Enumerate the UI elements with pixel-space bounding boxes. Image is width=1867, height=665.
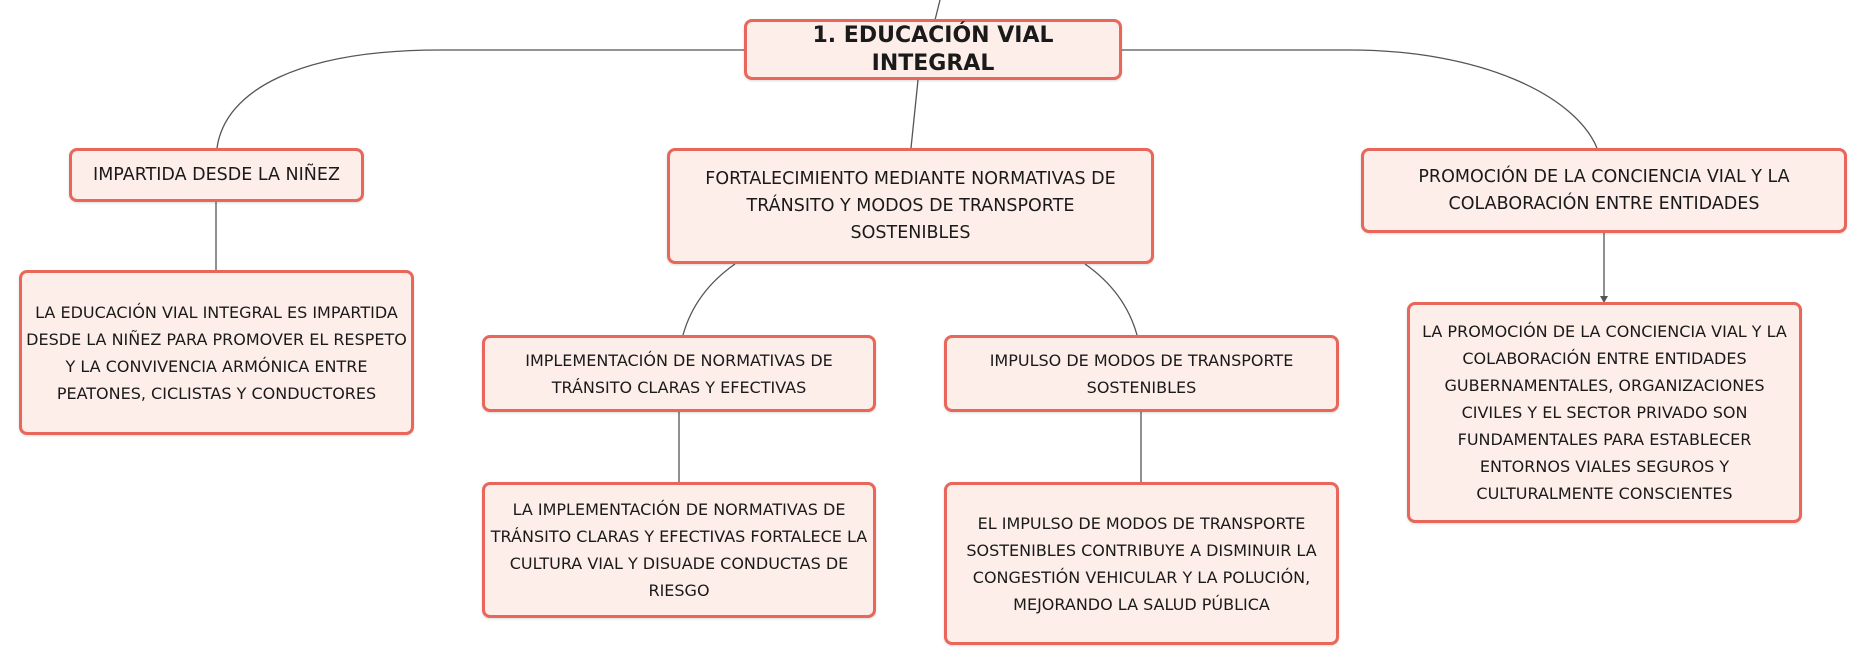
connector-root-to-topic-awareness <box>1122 50 1597 148</box>
connector-parent-to-root <box>935 0 940 20</box>
detail-node-childhood[interactable] <box>19 270 414 435</box>
detail-node-childhood-text: LA EDUCACIÓN VIAL INTEGRAL ES IMPARTIDA DESDE LA NIÑEZ PARA PROMOVER EL RESPETO Y LA CONVIVENCIA ARMÓNICA ENTRE PEATONES, CICLISTAS Y CONDUCTORES <box>26 302 407 403</box>
topic-node-childhood-label: IMPARTIDA DESDE LA NIÑEZ <box>93 164 340 185</box>
topic-node-childhood[interactable] <box>69 148 364 202</box>
subtopic-node-implementation-label: IMPLEMENTACIÓN DE NORMATIVAS DE TRÁNSITO CLARAS Y EFECTIVAS <box>525 350 833 397</box>
topic-node-awareness-label: PROMOCIÓN DE LA CONCIENCIA VIAL Y LA COLABORACIÓN ENTRE ENTIDADES <box>1418 166 1790 214</box>
topic-node-awareness[interactable] <box>1361 148 1847 233</box>
connector-regulations-to-subtopic-implementation <box>683 264 735 335</box>
topic-node-regulations[interactable] <box>667 148 1154 264</box>
detail-node-awareness[interactable] <box>1407 302 1802 523</box>
connector-root-to-topic-regulations <box>911 80 918 148</box>
connector-root-to-topic-childhood <box>217 50 745 148</box>
detail-node-implementation[interactable] <box>482 482 876 618</box>
topic-node-regulations-label: FORTALECIMIENTO MEDIANTE NORMATIVAS DE TRÁNSITO Y MODOS DE TRANSPORTE SOSTENIBLES <box>705 168 1116 243</box>
connector-regulations-to-subtopic-sustainable <box>1085 264 1137 335</box>
root-node-label: 1. EDUCACIÓN VIAL INTEGRAL <box>812 22 1054 76</box>
subtopic-node-sustainable[interactable] <box>944 335 1339 412</box>
detail-node-sustainable[interactable] <box>944 482 1339 645</box>
subtopic-node-implementation[interactable] <box>482 335 876 412</box>
detail-node-implementation-text: LA IMPLEMENTACIÓN DE NORMATIVAS DE TRÁNSITO CLARAS Y EFECTIVAS FORTALECE LA CULTURA VIAL Y DISUADE CONDUCTAS DE RIESGO <box>490 500 868 600</box>
detail-node-sustainable-text: EL IMPULSO DE MODOS DE TRANSPORTE SOSTENIBLES CONTRIBUYE A DISMINUIR LA CONGESTIÓN VEHICULAR Y LA POLUCIÓN, MEJORANDO LA SALUD PÚBLICA <box>966 513 1317 614</box>
root-node[interactable] <box>744 19 1122 80</box>
subtopic-node-sustainable-label: IMPULSO DE MODOS DE TRANSPORTE SOSTENIBLES <box>989 350 1294 397</box>
detail-node-awareness-text: LA PROMOCIÓN DE LA CONCIENCIA VIAL Y LA COLABORACIÓN ENTRE ENTIDADES GUBERNAMENTALES, ORGANIZACIONES CIVILES Y EL SECTOR PRIVADO SON FUNDAMENTALES PARA ESTABLECER ENTORNOS VIALES SEGUROS Y CULTURALMENTE CONSCIENTES <box>1422 322 1787 503</box>
